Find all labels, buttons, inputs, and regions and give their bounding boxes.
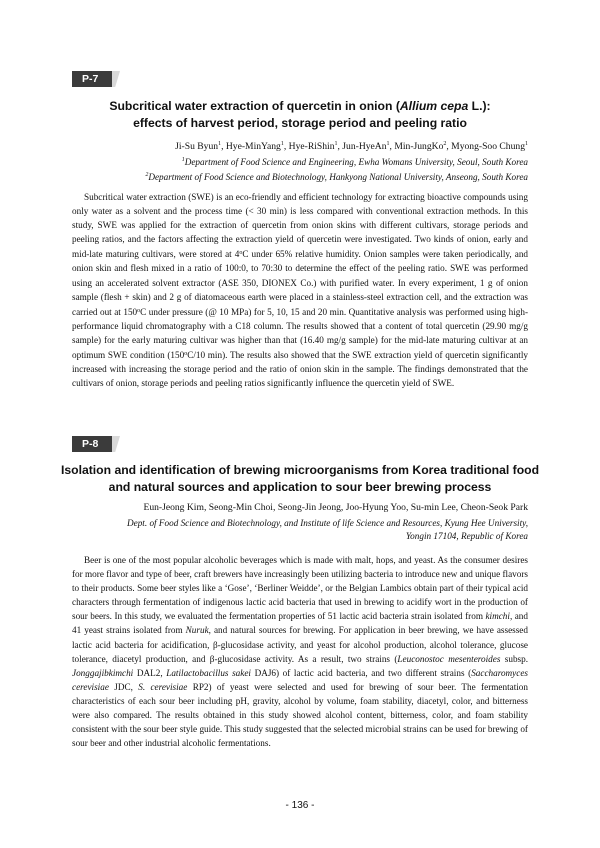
- abstract-p8: Beer is one of the most popular alcoholic beverages which is made with malt, hops, and yeast. As the consumer desires for more flavor and type of beer, craft brewers have increasingly been utilizing bacteria to introduce new and unique flavors to their products. Some beer styles like a ‘Gose’, ‘Berliner Weidde’, or the Belgian Lambics obtain part of their typical acid characters through fermentation of indigenous lactic acid bacteria that used in brewing to acidify wort in the production of sour beers. In this study, we evaluated the fermentation properties of 51 lactic acid bacteria strain isolated from kimchi, and 41 yeast strains isolated from Nuruk, and natural sources for brewing. For application in beer brewing, we have assessed lactic acid bacteria for acidification, β-glucosidase activity, and yeast for alcohol production, alcohol tolerance, glucose tolerance, diacetyl production, and β-glucosidase activity. As a result, two strains (Leuconostoc mesenteroides subsp. Jonggajibkimchi DAL2, Latilactobacillus sakei DAJ6) of lactic acid bacteria, and two different strains (Saccharomyces cerevisiae JDC, S. cerevisiae RP2) of yeast were selected and used for brewing of sour beer. The fermentation characteristics of each sour beer including pH, gravity, alcohol by volume, foam stability, diacetyl, color, and bitterness were also compared. The results obtained in this study showed alcohol content, bitterness, color, and foam stability consistent with the sour beer style guide. This study suggested that the selected microbial strains can be used for brewing of sour beer and other industrial alcoholic fermentations.: [72, 555, 528, 749]
- affiliations-p7: [145, 154, 528, 184]
- affiliation-line-2: Yongin 17104, Republic of Korea: [405, 531, 528, 541]
- affiliation-2: $^2$Department of Food Science and Biotechnology, Hankyong National University, Anseong, South Korea: [145, 172, 528, 182]
- title-line-1: Isolation and identification of brewing microorganisms from Korea traditional food: [60, 463, 540, 477]
- title-line-2: and natural sources and application to sour beer brewing process: [108, 480, 492, 494]
- title-line-2: effects of harvest period, storage period and peeling ratio: [133, 116, 467, 130]
- affiliations-p8: [127, 517, 528, 543]
- section-badge-p8: [72, 436, 122, 452]
- affiliation-1: $^1$Department of Food Science and Engineering, Ewha Womans University, Seoul, South Korea: [181, 157, 528, 167]
- authors-p7: Ji-Su Byun$^1$, Hye-MinYang$^1$, Hye-RiShin$^1$, Jun-HyeAn$^1$, Min-JungKo$^2$, Myong-Soo Chung$^1$: [175, 141, 528, 152]
- authors-p8: Eun-Jeong Kim, Seong-Min Choi, Seong-Jin Jeong, Joo-Hyung Yoo, Su-min Lee, Cheon-Seok Park: [143, 502, 528, 513]
- badge-label: P-7: [72, 71, 112, 87]
- badge-tail: [112, 71, 120, 87]
- affiliation-line-1: Dept. of Food Science and Biotechnology, and Institute of life Science and Resources, Kyung Hee University,: [127, 518, 528, 528]
- section-badge-p7: [72, 71, 122, 87]
- paper-title-p8: [60, 462, 540, 496]
- badge-tail: [112, 436, 120, 452]
- paper-title-p7: [60, 98, 540, 132]
- badge-label: P-8: [72, 436, 112, 452]
- abstract-p7: Subcritical water extraction (SWE) is an eco-friendly and efficient technology for extracting bioactive compounds using only water as a solvent and the process time (< 30 min) is less compared with conventional extraction methods. In this study, SWE was applied for the extraction of quercetin from onion skins with different cultivars, storage periods and peeling ratios, and the factors affecting the extraction yield of quercetin were investigated. Two kinds of onion, early and mid-late maturing cultivars, were stored at 4$^o$C under 65% relative humidity. Onion samples were taken periodically, and onion skin and flesh mixed in a ratio of 100:0, to 70:30 to determine the effect of the peeling ratio. SWE was performed using an accelerated solvent extractor (ASE 350, DIONEX Co.) with purified water. In every experiment, 1 g of onion sample (flesh + skin) and 2 g of diatomaceous earth were placed in a stainless-steel extraction cell, and the extraction was carried out at 150$^o$C under pressure (@ 10 MPa) for 5, 10, 15 and 20 min. Quantitative analysis was performed using high-performance liquid chromatography with a C18 column. The results showed that a content of total quercetin (29.90 mg/g sample) for the early maturing cultivar was higher than that (16.40 mg/g sample) for the mid-late maturing cultivar at an optimum SWE condition (150$^o$C/10 min). The results also showed that the SWE extraction yield of quercetin significantly increased with increasing the storage period and the ratio of onion skin in the sample. The findings demonstrated that the cultivars of onion, storage periods and peeling ratios significantly influence the quercetin yield of SWE.: [72, 192, 529, 389]
- title-line-1: Subcritical water extraction of quercetin in onion (Allium cepa L.):: [109, 99, 491, 113]
- page-number: - 136 -: [285, 800, 315, 811]
